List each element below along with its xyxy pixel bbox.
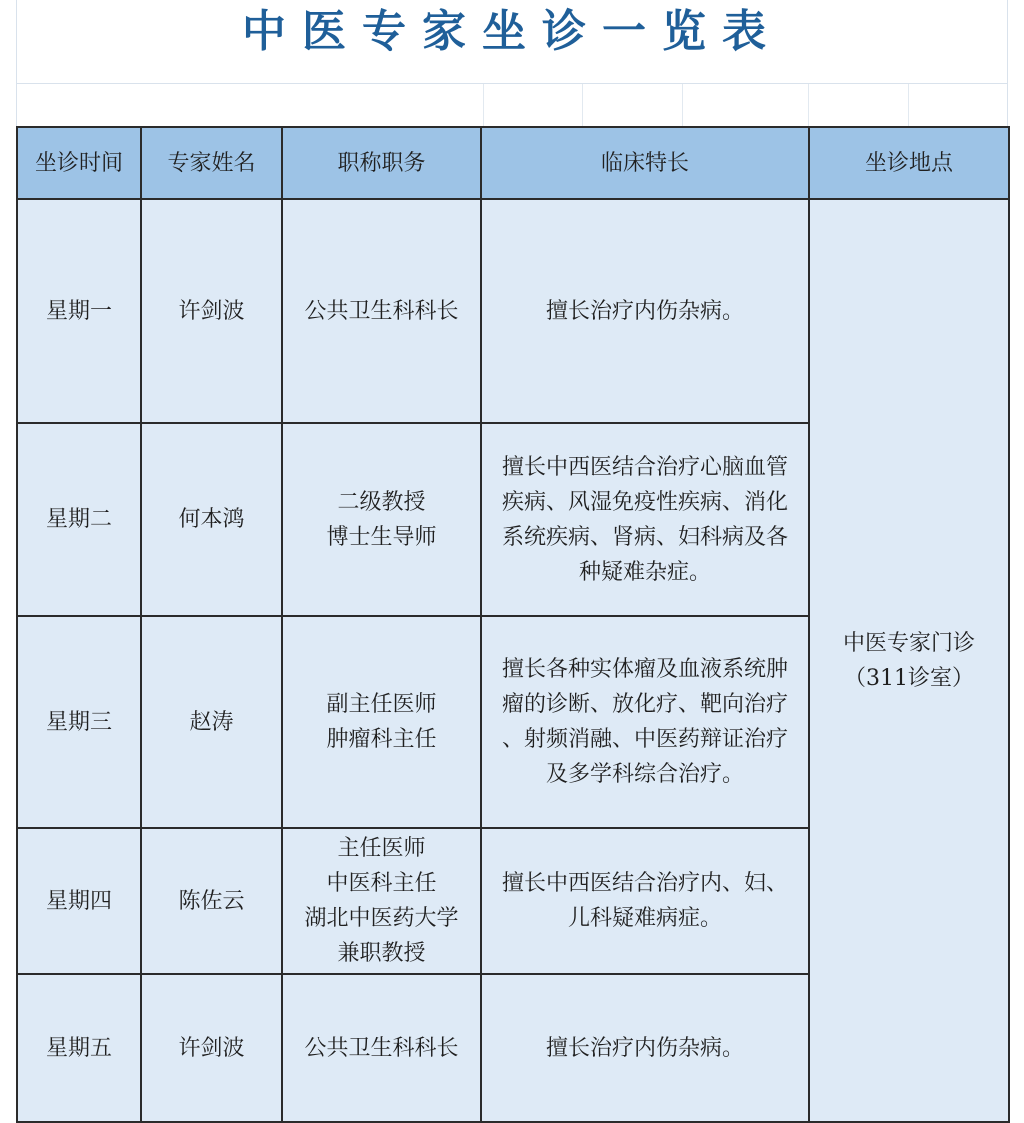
specialty-line: 擅长中西医结合治疗内、妇、 (501, 871, 788, 896)
title-line: 主任医师 (337, 836, 426, 861)
expert-name-cell: 何本鸿 (141, 423, 282, 616)
schedule-table (16, 126, 1010, 1123)
specialty-cell (481, 828, 809, 974)
title-line: 肿瘤科主任 (326, 727, 437, 752)
title-line: 二级教授 (337, 489, 426, 515)
expert-name-cell: 赵涛 (141, 616, 282, 828)
title-line: 中医科主任 (326, 871, 437, 896)
title-line: 湖北中医药大学 (304, 906, 459, 931)
header-cell-specialty: 临床特长 (481, 127, 809, 199)
header-cell-location: 坐诊地点 (809, 127, 1009, 199)
specialty-line: 擅长治疗内伤杂病。 (545, 1035, 744, 1061)
header-cell-name: 专家姓名 (141, 127, 282, 199)
day-cell: 星期二 (17, 423, 141, 616)
specialty-line: 及多学科综合治疗。 (545, 762, 744, 787)
expert-name-cell: 许剑波 (141, 199, 282, 423)
specialty-cell (481, 616, 809, 828)
table-row (17, 199, 1009, 423)
spacer-divider (808, 84, 809, 126)
specialty-line: 系统疾病、肾病、妇科病及各 (501, 524, 788, 550)
header-cell-title: 职称职务 (282, 127, 481, 199)
day-cell: 星期一 (17, 199, 141, 423)
spacer-divider (908, 84, 909, 126)
spacer-divider (483, 84, 484, 126)
day-cell: 星期三 (17, 616, 141, 828)
title-line: 兼职教授 (337, 941, 426, 966)
specialty-line: 瘤的诊断、放化疗、靶向治疗 (501, 692, 788, 717)
spacer-divider (682, 84, 683, 126)
location-line: 中医专家门诊 (842, 630, 975, 656)
title-line: 公共卫生科科长 (304, 1035, 459, 1061)
specialty-line: 擅长各种实体瘤及血液系统肿 (501, 657, 788, 682)
location-cell (809, 199, 1009, 1122)
location-room: （311诊室） (844, 665, 974, 691)
specialty-line: 疾病、风湿免疫性疾病、消化 (501, 489, 788, 515)
title-cell (282, 828, 481, 974)
title-cell (282, 974, 481, 1122)
header-cell-time: 坐诊时间 (17, 127, 141, 199)
specialty-cell (481, 199, 809, 423)
specialty-line: 种疑难杂症。 (578, 559, 711, 585)
specialty-line: 擅长治疗内伤杂病。 (545, 298, 744, 324)
title-cell (282, 616, 481, 828)
title-area (16, 0, 1008, 84)
header-row (17, 127, 1009, 199)
title-line: 副主任医师 (326, 692, 437, 717)
title-line: 公共卫生科科长 (304, 298, 459, 324)
blank-spacer-row (16, 84, 1008, 126)
day-cell: 星期四 (17, 828, 141, 974)
day-cell: 星期五 (17, 974, 141, 1122)
specialty-cell (481, 423, 809, 616)
expert-name-cell: 许剑波 (141, 974, 282, 1122)
specialty-line: 擅长中西医结合治疗心脑血管 (501, 454, 788, 480)
title-line: 博士生导师 (326, 524, 437, 550)
title-cell (282, 423, 481, 616)
spacer-divider (582, 84, 583, 126)
specialty-line: 、射频消融、中医药辩证治疗 (501, 727, 788, 752)
title-cell (282, 199, 481, 423)
page-title: 中医专家坐诊一览表 (242, 6, 782, 57)
specialty-line: 儿科疑难病症。 (567, 906, 722, 931)
specialty-cell (481, 974, 809, 1122)
expert-name-cell: 陈佐云 (141, 828, 282, 974)
